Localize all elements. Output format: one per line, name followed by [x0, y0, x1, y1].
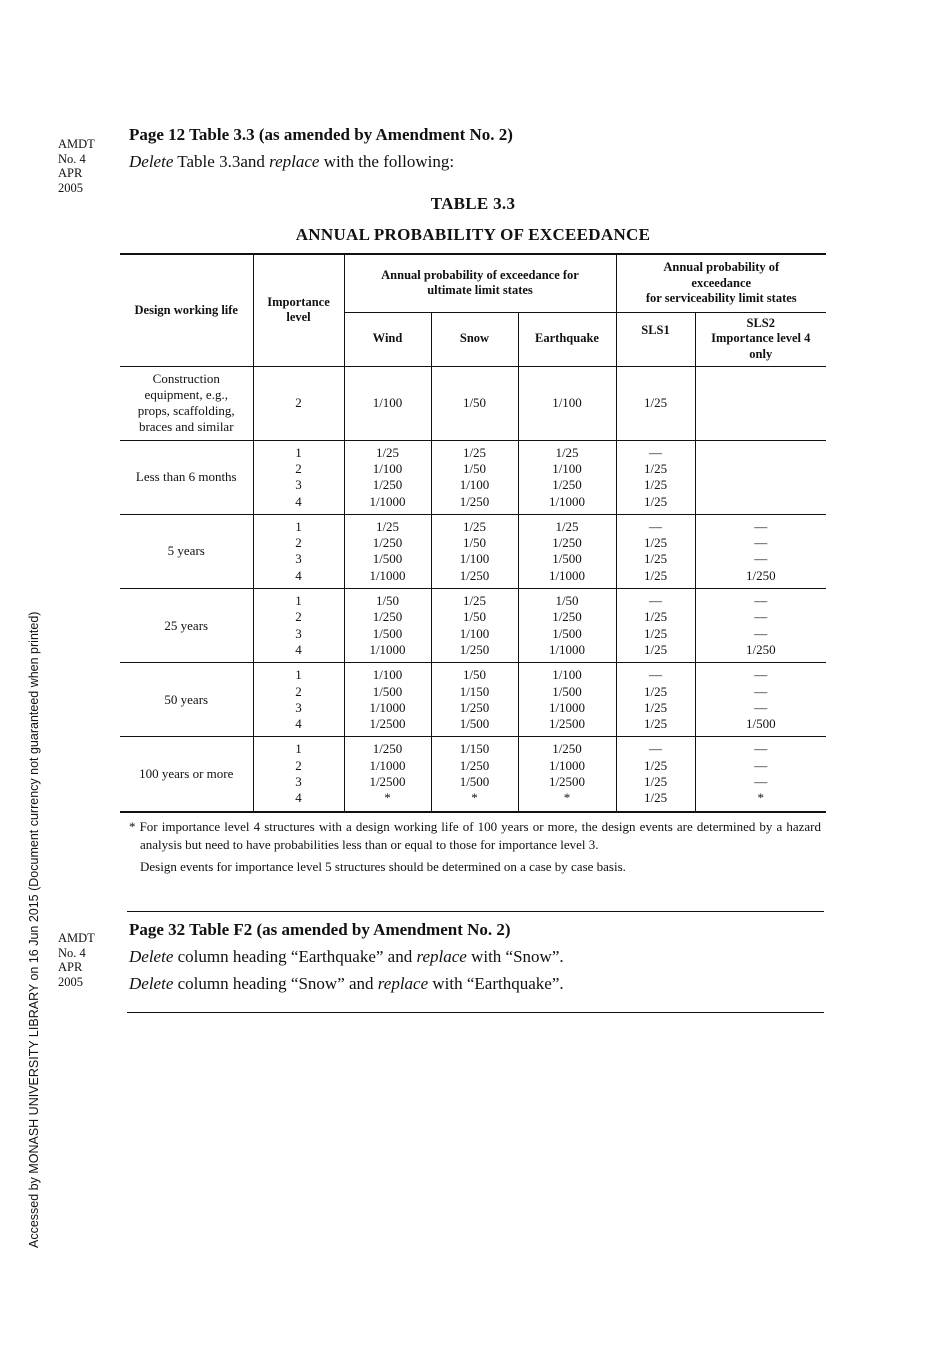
cell-importance — [253, 737, 344, 812]
cell-life — [120, 737, 253, 812]
instruction-text: with the following: — [319, 152, 455, 171]
cell-value: 3 — [295, 699, 302, 715]
header-sls1: SLS1 — [616, 312, 695, 366]
cell-value: 1/50 — [462, 667, 487, 683]
instruction-text: column heading “Snow” and — [173, 974, 378, 993]
cell-sls1 — [616, 737, 695, 812]
cell-value — [699, 461, 824, 477]
cell-importance — [253, 589, 344, 663]
cell-value: 1/250 — [745, 641, 776, 657]
cell-value: props, scaffolding, — [137, 403, 235, 419]
header-importance-level: Importance level — [253, 254, 344, 366]
cell-value: 3 — [295, 551, 302, 567]
cell-value: 1/25 — [643, 535, 668, 551]
cell-value: 1/250 — [459, 641, 490, 657]
cell-wind — [344, 514, 431, 588]
cell-value: 1/2500 — [369, 716, 406, 732]
cell-value: 4 — [295, 790, 302, 806]
cell-value: 1/500 — [552, 683, 582, 699]
cell-value: — — [754, 683, 768, 699]
cell-value: 1/100 — [459, 551, 490, 567]
cell-snow — [431, 440, 518, 514]
cell-value: 1/250 — [745, 567, 776, 583]
cell-value: — — [754, 741, 768, 757]
delete-word: Delete — [129, 152, 174, 171]
cell-wind — [344, 440, 431, 514]
cell-value: 1/100 — [552, 460, 582, 476]
cell-life — [120, 663, 253, 737]
divider-rule — [127, 1012, 824, 1013]
cell-value: 1/1000 — [548, 699, 586, 715]
cell-value: 1/100 — [552, 394, 582, 410]
header-design-working-life: Design working life — [120, 254, 253, 366]
cell-value: 1/500 — [372, 683, 403, 699]
section2-line-2 — [129, 974, 564, 994]
cell-snow — [431, 737, 518, 812]
cell-value: 4 — [295, 641, 302, 657]
cell-value: 1/1000 — [548, 757, 586, 773]
replace-word: replace — [269, 152, 320, 171]
delete-word: Delete — [129, 974, 174, 993]
cell-value: 1/25 — [643, 683, 668, 699]
cell-value: 1/250 — [372, 741, 403, 757]
cell-value — [699, 395, 824, 411]
cell-value: — — [754, 757, 768, 773]
cell-value: 1/1000 — [369, 641, 406, 657]
cell-sls1 — [616, 589, 695, 663]
cell-sls1 — [616, 663, 695, 737]
cell-sls2 — [695, 737, 826, 812]
table-note-1: * For importance level 4 structures with a design working life of 100 years or more, the design events are determined by a hazard analysis but need to have probabilities less than or equal to those for importance level 3. — [129, 819, 821, 852]
cell-value: 1 — [295, 741, 302, 757]
cell-value: 1/1000 — [369, 699, 406, 715]
header-earthquake: Earthquake — [518, 312, 616, 366]
cell-value: 1/250 — [552, 609, 582, 625]
replace-word: replace — [377, 974, 429, 993]
cell-value: 1/250 — [552, 535, 582, 551]
cell-earthquake — [518, 514, 616, 588]
amdt-margin-note-1 — [58, 137, 118, 195]
amdt-line: 2005 — [58, 180, 83, 195]
cell-value: 1/1000 — [548, 567, 586, 583]
cell-value: 3 — [295, 774, 302, 790]
cell-value: 1/500 — [459, 716, 490, 732]
cell-earthquake — [518, 366, 616, 440]
cell-value: 1/100 — [459, 477, 490, 493]
cell-value: — — [754, 593, 768, 609]
cell-earthquake — [518, 737, 616, 812]
cell-value: 1/250 — [372, 477, 403, 493]
cell-wind — [344, 589, 431, 663]
cell-life — [120, 440, 253, 514]
cell-value: 1/100 — [372, 460, 403, 476]
table-number: TABLE 3.3 — [430, 194, 516, 213]
cell-sls2 — [695, 514, 826, 588]
cell-value: 1/50 — [462, 460, 487, 476]
amdt-line: AMDT — [58, 137, 95, 151]
amdt-line: 2005 — [58, 974, 83, 989]
cell-wind — [344, 663, 431, 737]
cell-value: 1/250 — [459, 757, 490, 773]
table-notes — [129, 818, 821, 876]
cell-importance — [253, 514, 344, 588]
cell-value: — — [754, 699, 768, 715]
amdt-line: No. 4 — [58, 151, 86, 166]
cell-snow — [431, 663, 518, 737]
cell-value: 1/25 — [643, 757, 668, 773]
cell-value: 1/25 — [462, 518, 487, 534]
cell-value: 4 — [295, 716, 302, 732]
cell-value: 1/25 — [643, 641, 668, 657]
cell-life — [120, 589, 253, 663]
cell-value: 1/50 — [375, 593, 400, 609]
cell-value: 1/25 — [643, 493, 668, 509]
header-snow: Snow — [431, 312, 518, 366]
cell-value: — — [754, 667, 768, 683]
cell-value: 1/500 — [552, 625, 582, 641]
cell-value: — — [649, 518, 663, 534]
cell-sls2 — [695, 663, 826, 737]
instruction-text: with “Earthquake”. — [428, 974, 564, 993]
cell-value: 1/2500 — [369, 774, 406, 790]
cell-value: 1 — [295, 667, 302, 683]
header-sls2: SLS2 Importance level 4 only — [695, 312, 826, 366]
cell-value: 1/25 — [643, 625, 668, 641]
cell-value: 1/250 — [552, 741, 582, 757]
table-row — [120, 663, 826, 737]
cell-importance — [253, 440, 344, 514]
cell-value: 1/25 — [643, 790, 668, 806]
cell-value: 3 — [295, 625, 302, 641]
cell-value: — — [754, 625, 768, 641]
cell-value: 1/500 — [372, 625, 403, 641]
cell-sls1 — [616, 366, 695, 440]
cell-value: 1/250 — [372, 535, 403, 551]
cell-value: equipment, e.g., — [144, 386, 228, 402]
cell-value: — — [649, 667, 663, 683]
table-title: ANNUAL PROBABILITY OF EXCEEDANCE — [295, 225, 651, 244]
cell-value: 1/25 — [643, 609, 668, 625]
cell-value: 3 — [295, 477, 302, 493]
cell-value — [699, 477, 824, 493]
cell-value: 1/500 — [552, 551, 582, 567]
cell-value: Less than 6 months — [135, 469, 237, 485]
cell-value: 2 — [295, 609, 302, 625]
cell-value: 1/500 — [459, 774, 490, 790]
cell-value: 5 years — [167, 543, 205, 559]
cell-sls2 — [695, 440, 826, 514]
cell-value: 1/1000 — [369, 757, 406, 773]
header-ultimate-limit-states: Annual probability of exceedance for ultimate limit states — [344, 254, 616, 312]
cell-value: * — [384, 790, 391, 806]
amdt-line: APR — [58, 166, 83, 180]
cell-value: 1/100 — [372, 394, 403, 410]
cell-value: 1/1000 — [369, 493, 406, 509]
section1-instruction — [129, 152, 454, 172]
cell-value: — — [754, 774, 768, 790]
cell-value: 2 — [295, 535, 302, 551]
cell-value — [699, 445, 824, 461]
table-row — [120, 589, 826, 663]
cell-value: 1/25 — [643, 716, 668, 732]
cell-value: 1/250 — [459, 493, 490, 509]
cell-life — [120, 366, 253, 440]
table-row — [120, 440, 826, 514]
cell-value: 1/25 — [643, 774, 668, 790]
cell-value: — — [649, 593, 663, 609]
cell-value: 1/150 — [459, 741, 490, 757]
table-note-2: Design events for importance level 5 structures should be determined on a case by case basis. — [140, 859, 626, 874]
cell-value: — — [649, 444, 663, 460]
cell-value: 1/250 — [459, 699, 490, 715]
cell-value: 2 — [295, 460, 302, 476]
section2-line-1 — [129, 947, 564, 967]
delete-word: Delete — [129, 947, 174, 966]
cell-value: — — [754, 535, 768, 551]
cell-value: Construction — [152, 370, 220, 386]
exceedance-table — [120, 253, 826, 813]
cell-value: * — [563, 790, 571, 806]
cell-value: 1/2500 — [548, 774, 586, 790]
cell-value: 1/25 — [643, 394, 668, 410]
cell-value: — — [649, 741, 663, 757]
cell-value: 1/25 — [643, 567, 668, 583]
replace-word: replace — [416, 947, 467, 966]
cell-sls1 — [616, 514, 695, 588]
cell-value: 1 — [295, 444, 302, 460]
cell-value: * — [757, 790, 765, 806]
cell-value: 4 — [295, 493, 302, 509]
cell-importance — [253, 366, 344, 440]
cell-value: 1/25 — [462, 593, 487, 609]
cell-earthquake — [518, 589, 616, 663]
cell-value: 1/50 — [462, 609, 487, 625]
amdt-line: AMDT — [58, 931, 95, 945]
section1-heading: Page 12 Table 3.3 (as amended by Amendment No. 2) — [129, 125, 513, 144]
cell-value: — — [754, 518, 768, 534]
instruction-text: with “Snow”. — [466, 947, 564, 966]
cell-value — [699, 494, 824, 510]
cell-snow — [431, 589, 518, 663]
cell-value: 1/25 — [643, 699, 668, 715]
cell-sls2 — [695, 366, 826, 440]
table-row — [120, 514, 826, 588]
header-serviceability-limit-states: Annual probability of exceedance for serviceability limit states — [616, 254, 826, 312]
cell-value: 1/250 — [372, 609, 403, 625]
cell-value: 1/1000 — [548, 493, 586, 509]
cell-value: 1/50 — [462, 394, 487, 410]
cell-value: 1/150 — [459, 683, 490, 699]
cell-value: 1/250 — [552, 477, 582, 493]
cell-earthquake — [518, 440, 616, 514]
cell-sls1 — [616, 440, 695, 514]
cell-value: — — [754, 609, 768, 625]
cell-value: 1/2500 — [548, 716, 586, 732]
table-row — [120, 366, 826, 440]
cell-snow — [431, 366, 518, 440]
cell-value: 1/500 — [372, 551, 403, 567]
cell-value: 1/25 — [555, 444, 579, 460]
cell-value: 2 — [295, 394, 302, 410]
amdt-line: APR — [58, 960, 83, 974]
cell-value: 1/100 — [552, 667, 582, 683]
cell-value: 100 years or more — [139, 765, 234, 781]
cell-value: 4 — [295, 567, 302, 583]
cell-earthquake — [518, 663, 616, 737]
cell-value: braces and similar — [138, 419, 234, 435]
instruction-text: Table 3.3and — [173, 152, 270, 171]
header-wind: Wind — [344, 312, 431, 366]
cell-value: — — [754, 551, 768, 567]
instruction-text: column heading “Earthquake” and — [173, 947, 417, 966]
cell-value: 1/25 — [643, 551, 668, 567]
divider-rule — [127, 911, 824, 912]
cell-importance — [253, 663, 344, 737]
cell-value: 1/500 — [745, 716, 776, 732]
cell-wind — [344, 366, 431, 440]
cell-value: 1/1000 — [369, 567, 406, 583]
cell-value: 1/100 — [372, 667, 403, 683]
cell-value: 1/100 — [459, 625, 490, 641]
cell-value: 1/250 — [459, 567, 490, 583]
cell-sls2 — [695, 589, 826, 663]
cell-value: 2 — [295, 757, 302, 773]
cell-value: 1/25 — [375, 518, 400, 534]
cell-snow — [431, 514, 518, 588]
cell-value: * — [471, 790, 478, 806]
cell-value: 2 — [295, 683, 302, 699]
cell-value: 1/1000 — [548, 641, 586, 657]
section2-heading: Page 32 Table F2 (as amended by Amendment No. 2) — [129, 920, 511, 939]
cell-value: 1 — [295, 593, 302, 609]
access-watermark: Accessed by MONASH UNIVERSITY LIBRARY on 16 Jun 2015 (Document currency not guaranteed when printed) — [27, 611, 41, 1248]
cell-value: 1/25 — [555, 518, 579, 534]
cell-value: 1/25 — [643, 477, 668, 493]
cell-value: 1/50 — [462, 535, 487, 551]
cell-value: 50 years — [164, 691, 209, 707]
cell-value: 1/50 — [555, 593, 579, 609]
cell-wind — [344, 737, 431, 812]
cell-life — [120, 514, 253, 588]
cell-value: 25 years — [164, 617, 209, 633]
amdt-margin-note-2 — [58, 931, 118, 989]
table-body — [120, 366, 826, 812]
amdt-line: No. 4 — [58, 945, 86, 960]
cell-value: 1/25 — [462, 444, 487, 460]
cell-value: 1 — [295, 518, 302, 534]
cell-value: 1/25 — [375, 444, 400, 460]
cell-value: 1/25 — [643, 460, 668, 476]
table-row — [120, 737, 826, 812]
